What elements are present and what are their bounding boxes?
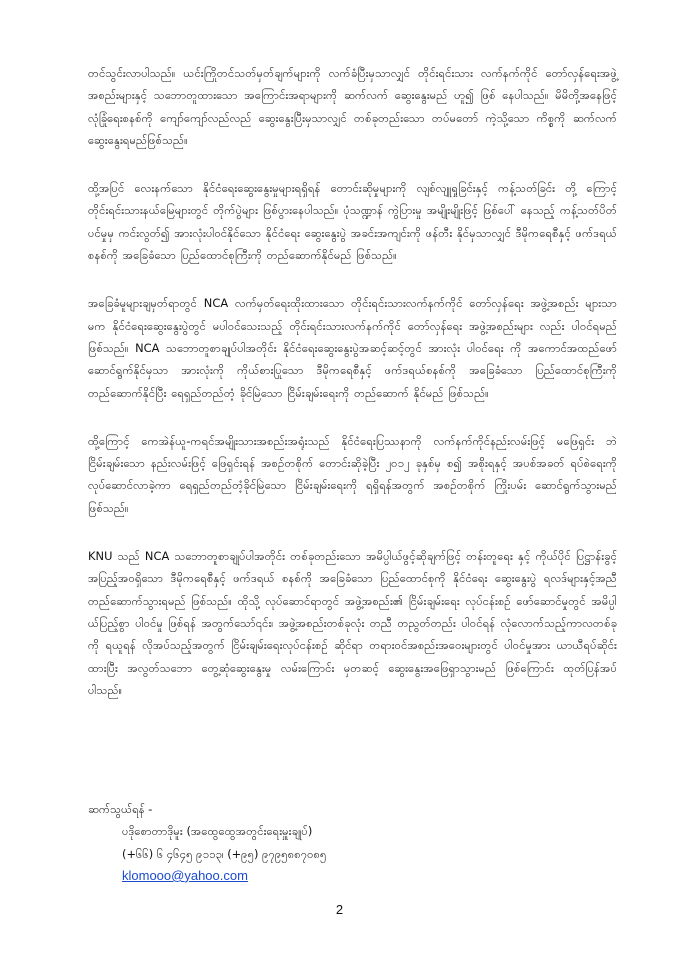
contact-block	[88, 798, 326, 887]
paragraph-4: ထို့ကြောင့် ကေအဲန်ယူ-ကရင်အမျိုးသားအစည်းအရုံးသည် နိုင်ငံရေးပြဿနာကို လက်နက်ကိုင်နည်းလမ်းဖြင့် မဖြေရှင်း ဘဲ ငြိမ်းချမ်းသော နည်းလမ်းဖြင့် ဖြေရှင်းရန် အစဉ်တစိုက် တောင်းဆိုခဲ့ပြီး ၂၀၁၂ ခုနှစ်မှ စ၍ အစိုးရနှင့် အပစ်အခတ် ရပ်စဲရေးကို လုပ်ဆောင်လာခဲ့ကာ ရေရှည်တည်တံ့ခိုင်မြဲသော ငြိမ်းချမ်းရေးကို ရရှိရန်အတွက် အစဉ်တစိုက် ကြိုးပမ်း ဆောင်ရွက်သွားမည် ဖြစ်သည်။	[88, 433, 617, 515]
paragraph-1: တင်သွင်းလာပါသည်။ ယင်းကြိုတင်သတ်မှတ်ချက်များကို လက်ခံပြီးမှသာလျှင် တိုင်းရင်းသား လက်နက်ကိုင် တော်လှန်ရေးအဖွဲ့အစည်းများနှင့် သဘောတူထားသော အကြောင်းအရာများကို ဆက်လက် ဆွေးနွေးမည် ဟူ၍ ဖြစ် နေပါသည်။ မိမိတို့အနေဖြင့် လုံခြုံရေးစနစ်ကို ကျော်ကျော်လည်လည် ဆွေးနွေးပြီးမှသာလျှင် တစ်ခုတည်းသော တပ်မတော် ကဲ့သို့သော ကိစ္စကို ဆက်လက် ဆွေးနွေးရမည်ဖြစ်သည်။	[88, 66, 617, 147]
contact-phones: (+၆၆) ၆ ၄၆၄၅ ၉၁၁၃၊ (+၉၅) ၉၇၉၅၈၈၇၀၈၅	[122, 846, 327, 861]
contact-name: ပဒိုစောတာဒိုမူး (အထွေထွေအတွင်းရေးမှူးချုပ်)	[122, 824, 313, 839]
page-number: 2	[335, 902, 344, 917]
contact-heading: ဆက်သွယ်ရန် -	[88, 802, 153, 816]
paragraph-3: အခြေခံမူများချမှတ်ရာတွင် NCA လက်မှတ်ရေးထိုးထားသော တိုင်းရင်းသားလက်နက်ကိုင် တော်လှန်ရေး အဖွဲ့အစည်း များသာမက နိုင်ငံရေးဆွေးနွေးပွဲတွင် မပါဝင်သေးသည့် တိုင်းရင်းသားလက်နက်ကိုင် တော်လှန်ရေး အဖွဲ့အစည်းများ လည်း ပါဝင်ရမည်ဖြစ်သည်။ NCA သဘောတူစာချုပ်ပါအတိုင်း နိုင်ငံရေးဆွေးနွေးပွဲအဆင့်ဆင့်တွင် အားလုံး ပါဝင်ရေး ကို အကောင်အထည်ဖော် ဆောင်ရွက်နိုင်မှသာ အားလုံးကို ကိုယ်စားပြုသော ဒီမိုကရေစီနှင့် ဖက်ဒရယ်စနစ်ကို အခြေခံသော ပြည်ထောင်စုကြီးကို တည်ဆောက်နိုင်ပြီး ရေရှည်တည်တံ့ ခိုင်မြဲသော ငြိမ်းချမ်းရေးကို တည်ဆောက် နိုင်မည် ဖြစ်သည်။	[88, 296, 617, 400]
contact-email-link[interactable]: klomooo@yahoo.com	[122, 867, 248, 883]
paragraph-2: ထို့အပြင် လေးနက်သော နိုင်ငံရေးဆွေးနွေးမှုများရရှိရန် တောင်းဆိုမှုများကို လျစ်လျူရှုခြင်းနှင့် ကန့်သတ်ခြင်း တို့ ကြောင့် တိုင်းရင်းသားနယ်မြေများတွင် တိုက်ပွဲများ ဖြစ်ပွားနေပါသည်။ ပုံသဏ္ဍာန် ကွဲပြားမှု အမျိုးမျိုးဖြင့် ဖြစ်ပေါ် နေသည့် ကန့်သတ်ပိတ်ပင်မှုမှ ကင်းလွတ်၍ အားလုံးပါဝင်နိုင်သော နိုင်ငံရေး ဆွေးနွေးပွဲ အခင်းအကျင်းကို ဖန်တီး နိုင်မှသာလျှင် ဒီမိုကရေစီနှင့် ဖက်ဒရယ်စနစ်ကို အခြေခံသော ပြည်ထောင်စုကြီးကို တည်ဆောက်နိုင်မည် ဖြစ်သည်။	[88, 181, 617, 263]
paragraph-5: KNU သည် NCA သဘောတူစာချုပ်ပါအတိုင်း တစ်ခုတည်းသော အမိပ္ပါယ်ဖွင့်ဆိုချက်ဖြင့် တန်းတူရေး နှင့် ကိုယ်ပိုင် ပြဋ္ဌာန်းခွင့် အပြည့်အဝရှိသော ဒီမိုကရေစီနှင့် ဖက်ဒရယ် စနစ်ကို အခြေခံသော ပြည်ထောင်စုကို နိုင်ငံရေး ဆွေးနွေးပွဲ ရလဒ်များနှင့်အညီ တည်ဆောက်သွားရမည် ဖြစ်သည်။ ထိုသို့ လုပ်ဆောင်ရာတွင် အဖွဲ့အစည်း၏ ငြိမ်းချမ်းရေး လုပ်ငန်းစဉ် ဖော်ဆောင်မှုတွင် အမိပ္ပါယ်ပြည့်စွာ ပါဝင်မှု ဖြစ်ရန် အတွက်သော်၎င်း၊ အဖွဲ့အစည်းတစ်ခုလုံး တညီ တညွတ်တည်း ပါဝင်ရန် လုံလောက်သည့်ကာလတစ်ခုကို ရယူရန် လိုအပ်သည့်အတွက် ငြိမ်းချမ်းရေးလုပ်ငန်းစဉ် ဆိုင်ရာ တရားဝင်အစည်းအဝေးများတွင် ပါဝင်မှုအား ယာယီရပ်ဆိုင်းထားပြီး အလွတ်သဘော တွေ့ဆုံဆွေးနွေးမှု လမ်းကြောင်း မှတဆင့် ဆွေးနွေးအဖြေရှာသွားမည် ဖြစ်ကြောင်း ထုတ်ပြန်အပ်ပါသည်။	[88, 549, 617, 697]
